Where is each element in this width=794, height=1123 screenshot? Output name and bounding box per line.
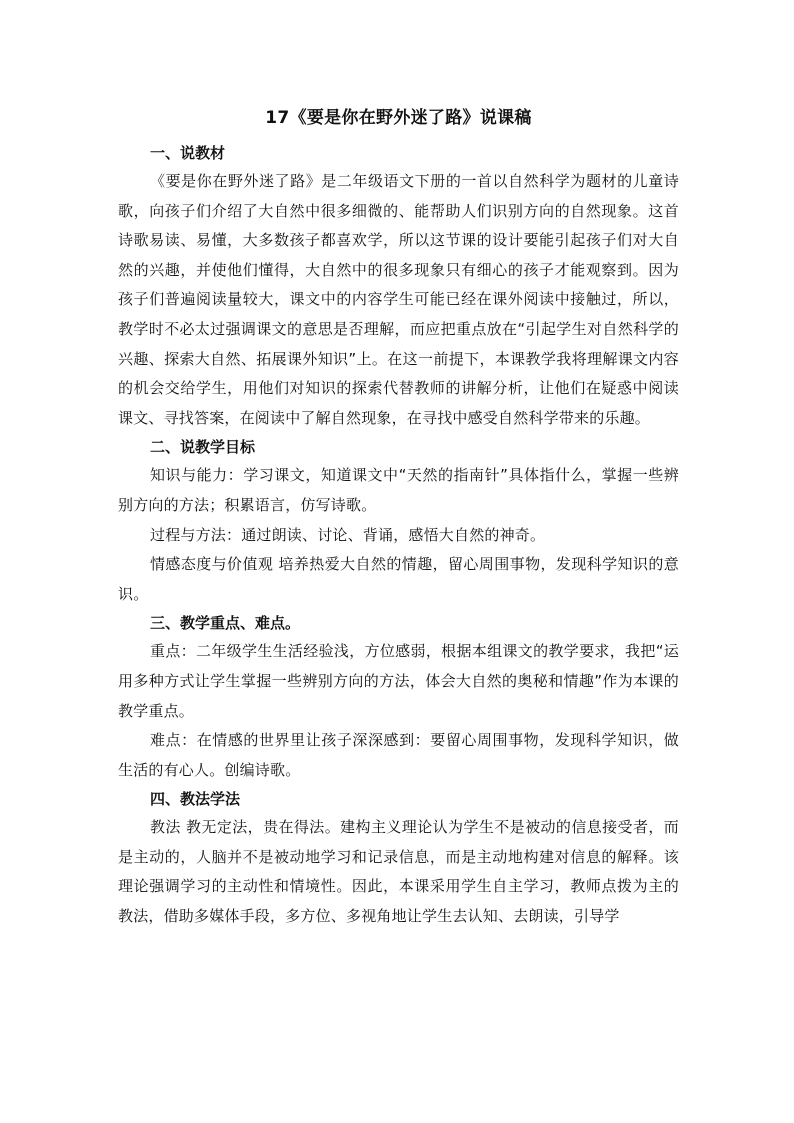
document-title: 17《要是你在野外迷了路》说课稿 (265, 108, 532, 128)
section-heading-methods: 四、教法学法 (150, 790, 241, 809)
section-heading-teaching-material: 一、说教材 (150, 144, 226, 162)
paragraph: 过程与方法：通过朗读、讨论、背诵，感悟大自然的神奇。 (150, 525, 546, 544)
section-heading-key-points: 三、教学重点、难点。 (150, 614, 301, 633)
section-heading-teaching-goals: 二、说教学目标 (150, 438, 256, 457)
paragraph: 重点：二年级学生生活经验浅，方位感弱，根据本组课文的教学要求，我把“运用多种方式让学生掌握一些辨别方向的方法，体会大自然的奥秘和情趣”作为本课的教学重点。 (118, 642, 679, 720)
paragraph: 知识与能力：学习课文，知道课文中“天然的指南针”具体指什么，掌握一些辨别方向的方法；积累语言，仿写诗歌。 (118, 466, 679, 514)
paragraph: 教法 教无定法，贵在得法。建构主义理论认为学生不是被动的信息接受者，而是主动的，人脑并不是被动地学习和记录信息，而是主动地构建对信息的解释。该理论强调学习的主动性和情境性。因此，本课采用学生自主学习，教师点拨为主的教法，借助多媒体手段，多方位、多视角地让学生去认知、去朗读，引导学 (118, 818, 679, 926)
paragraph: 《要是你在野外迷了路》是二年级语文下册的一首以自然科学为题材的儿童诗歌，向孩子们介绍了大自然中很多细微的、能帮助人们识别方向的自然现象。这首诗歌易读、易懂，大多数孩子都喜欢学，所以这节课的设计要能引起孩子们对大自然的兴趣，并使他们懂得，大自然中的很多现象只有细心的孩子才能观察到。因为孩子们普遍阅读量较大，课文中的内容学生可能已经在课外阅读中接触过，所以，教学时不必太过强调课文的意思是否理解，而应把重点放在“引起学生对自然科学的兴趣、探索大自然、拓展课外知识”上。在这一前提下，本课教学我将理解课文内容的机会交给学生，用他们对知识的探索代替教师的讲解分析，让他们在疑惑中阅读课文、寻找答案，在阅读中了解自然现象，在寻找中感受自然科学带来的乐趣。 (118, 172, 679, 427)
paragraph: 情感态度与价值观 培养热爱大自然的情趣，留心周围事物，发现科学知识的意识。 (118, 555, 679, 603)
paragraph: 难点：在情感的世界里让孩子深深感到：要留心周围事物，发现科学知识，做生活的有心人。创编诗歌。 (118, 731, 679, 779)
